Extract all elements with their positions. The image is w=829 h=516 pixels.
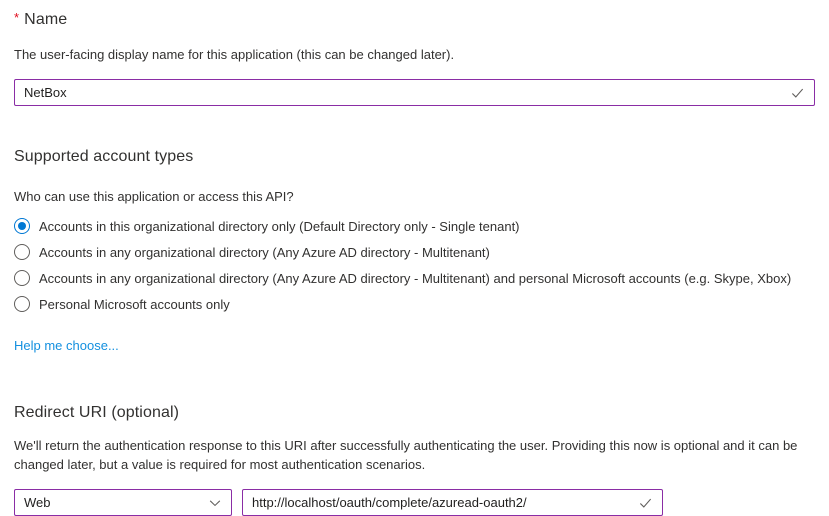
radio-button-icon[interactable] <box>14 296 30 312</box>
platform-select[interactable] <box>14 489 232 516</box>
name-description: The user-facing display name for this application (this can be changed later). <box>14 47 455 62</box>
name-input-wrapper <box>14 79 815 106</box>
redirect-uri-input[interactable] <box>243 490 662 515</box>
redirect-uri-row <box>14 489 815 516</box>
redirect-uri-title: Redirect URI (optional) <box>14 404 180 421</box>
radio-option-label: Accounts in any organizational directory (Any Azure AD directory - Multitenant) and personal Microsoft accounts (e.g. Skype, Xbox) <box>39 270 792 286</box>
name-title-text: Name <box>24 11 68 28</box>
redirect-uri-description: We'll return the authentication response to this URI after successfully authenticating the user. Providing this now is optional and it can be changed later, but a value is required for most authentication scenarios. <box>14 438 798 472</box>
account-types-radio-group <box>14 218 815 312</box>
name-section <box>14 11 815 106</box>
radio-button-icon[interactable] <box>14 270 30 286</box>
name-section-title <box>14 11 815 29</box>
radio-button-icon[interactable] <box>14 244 30 260</box>
platform-select-value: Web <box>24 495 51 510</box>
redirect-uri-section <box>14 404 815 516</box>
radio-option-label: Personal Microsoft accounts only <box>39 296 230 312</box>
radio-button-icon[interactable] <box>14 218 30 234</box>
account-types-section <box>14 148 815 355</box>
radio-option-multitenant-personal[interactable] <box>14 270 815 286</box>
chevron-down-icon <box>208 496 222 510</box>
account-types-question: Who can use this application or access this API? <box>14 189 294 204</box>
radio-option-label: Accounts in this organizational directory only (Default Directory only - Single tenant) <box>39 218 520 234</box>
name-input[interactable] <box>15 80 814 105</box>
radio-option-label: Accounts in any organizational directory (Any Azure AD directory - Multitenant) <box>39 244 490 260</box>
help-me-choose-link[interactable]: Help me choose... <box>14 338 119 353</box>
redirect-uri-input-wrapper <box>242 489 663 516</box>
account-types-title: Supported account types <box>14 148 194 165</box>
radio-option-personal-only[interactable] <box>14 296 815 312</box>
radio-option-multitenant[interactable] <box>14 244 815 260</box>
radio-option-single-tenant[interactable] <box>14 218 815 234</box>
required-asterisk: * <box>14 10 20 25</box>
